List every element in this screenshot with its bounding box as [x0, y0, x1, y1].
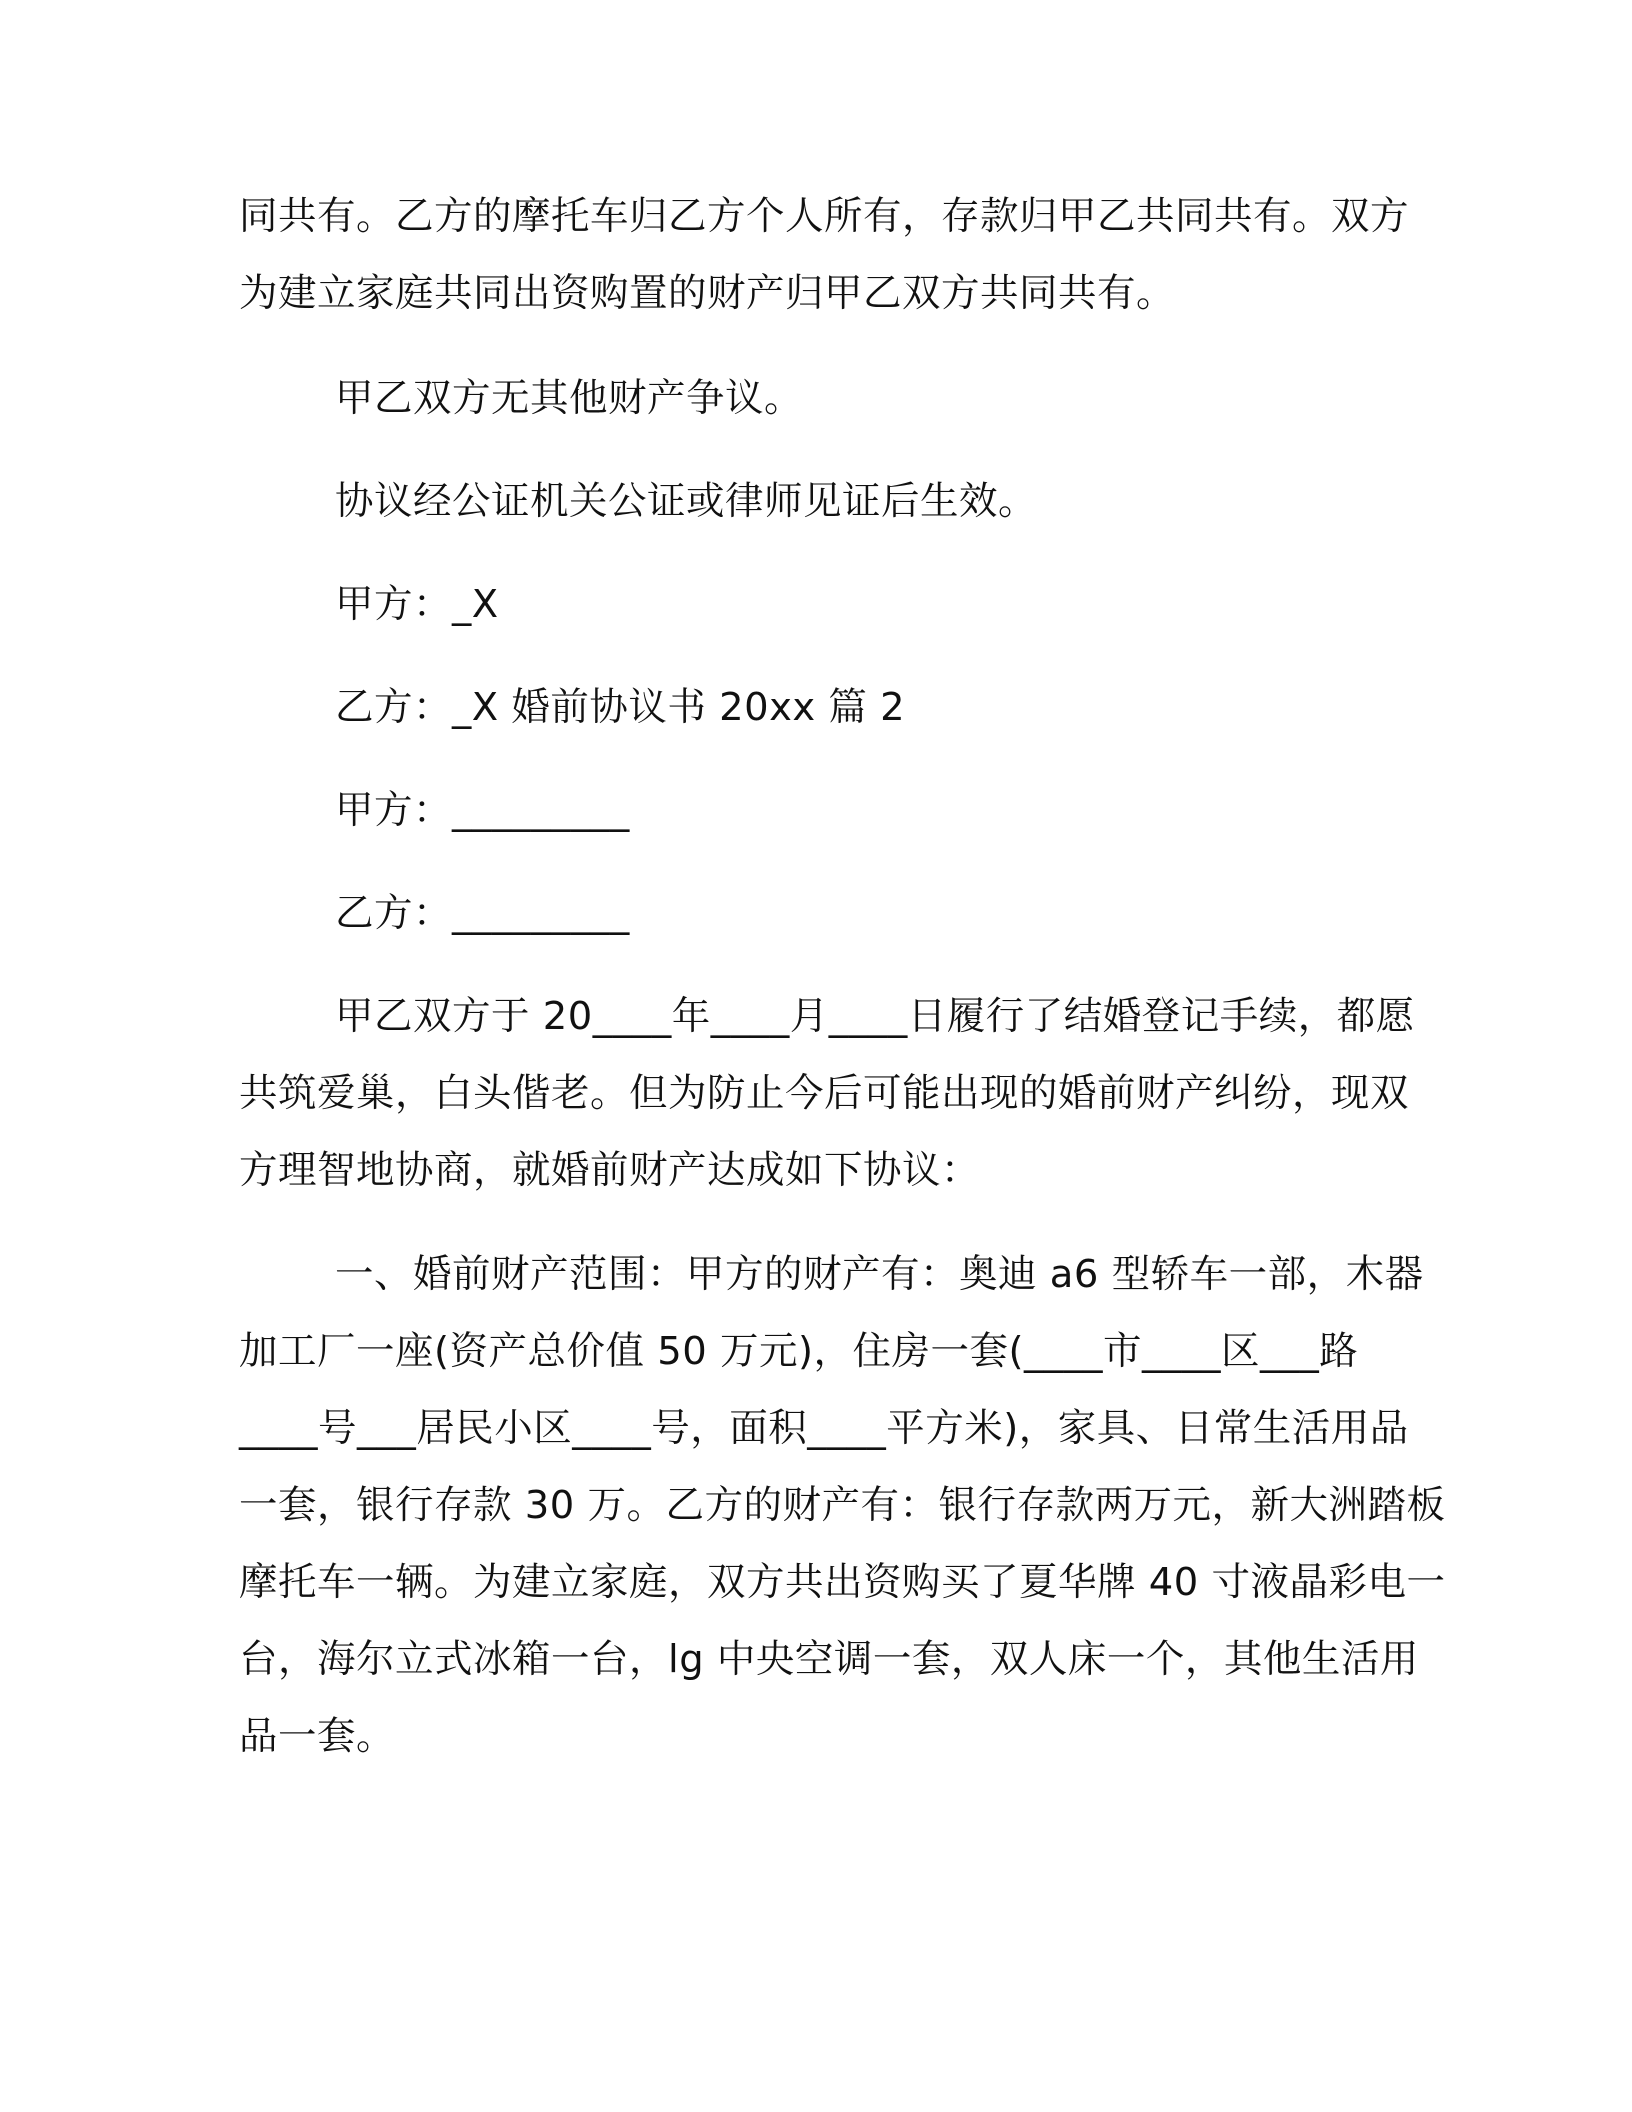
- party-a-line: 甲方：_X: [335, 582, 499, 627]
- paragraph-line: 为建立家庭共同出资购置的财产归甲乙双方共同共有。: [239, 271, 1176, 316]
- paragraph-no-dispute: [239, 360, 1389, 437]
- party-a-signature: [239, 566, 1389, 643]
- paragraph-line: 协议经公证机关公证或律师见证后生效。: [335, 479, 1038, 524]
- paragraph-line: 台，海尔立式冰箱一台，lg 中央空调一套，双人床一个，其他生活用: [239, 1637, 1419, 1682]
- paragraph-marriage-registration: [239, 978, 1415, 1209]
- paragraph-line: 一、婚前财产范围：甲方的财产有：奥迪 a6 型轿车一部，木器: [335, 1252, 1424, 1297]
- paragraph-line: 甲乙双方无其他财产争议。: [335, 376, 804, 421]
- paragraph-line: 甲乙双方于 20____年____月____日履行了结婚登记手续，都愿: [335, 994, 1415, 1039]
- paragraph-line: ____号___居民小区____号，面积____平方米)，家具、日常生活用品: [239, 1406, 1409, 1451]
- party-b-signature-heading: [239, 669, 1389, 746]
- paragraph-line: 同共有。乙方的摩托车归乙方个人所有，存款归甲乙共同共有。双方: [239, 194, 1410, 239]
- paragraph-line: 方理智地协商，就婚前财产达成如下协议：: [239, 1148, 981, 1193]
- party-b-blank: [239, 875, 1389, 952]
- paragraph-shared-property: [239, 178, 1410, 332]
- paragraph-line: 共筑爱巢，白头偕老。但为防止今后可能出现的婚前财产纠纷，现双: [239, 1071, 1410, 1116]
- paragraph-line: 品一套。: [239, 1714, 396, 1759]
- paragraph-line: 加工厂一座(资产总价值 50 万元)，住房一套(____市____区___路: [239, 1329, 1359, 1374]
- party-a-blank-line: 甲方：_________: [335, 788, 630, 833]
- party-b-line: 乙方：_X 婚前协议书 20xx 篇 2: [335, 685, 906, 730]
- paragraph-property-scope: [239, 1236, 1446, 1775]
- party-b-blank-line: 乙方：_________: [335, 891, 630, 936]
- paragraph-line: 一套，银行存款 30 万。乙方的财产有：银行存款两万元，新大洲踏板: [239, 1483, 1446, 1528]
- paragraph-line: 摩托车一辆。为建立家庭，双方共出资购买了夏华牌 40 寸液晶彩电一: [239, 1560, 1446, 1605]
- party-a-blank: [239, 772, 1389, 849]
- paragraph-effective: [239, 463, 1389, 540]
